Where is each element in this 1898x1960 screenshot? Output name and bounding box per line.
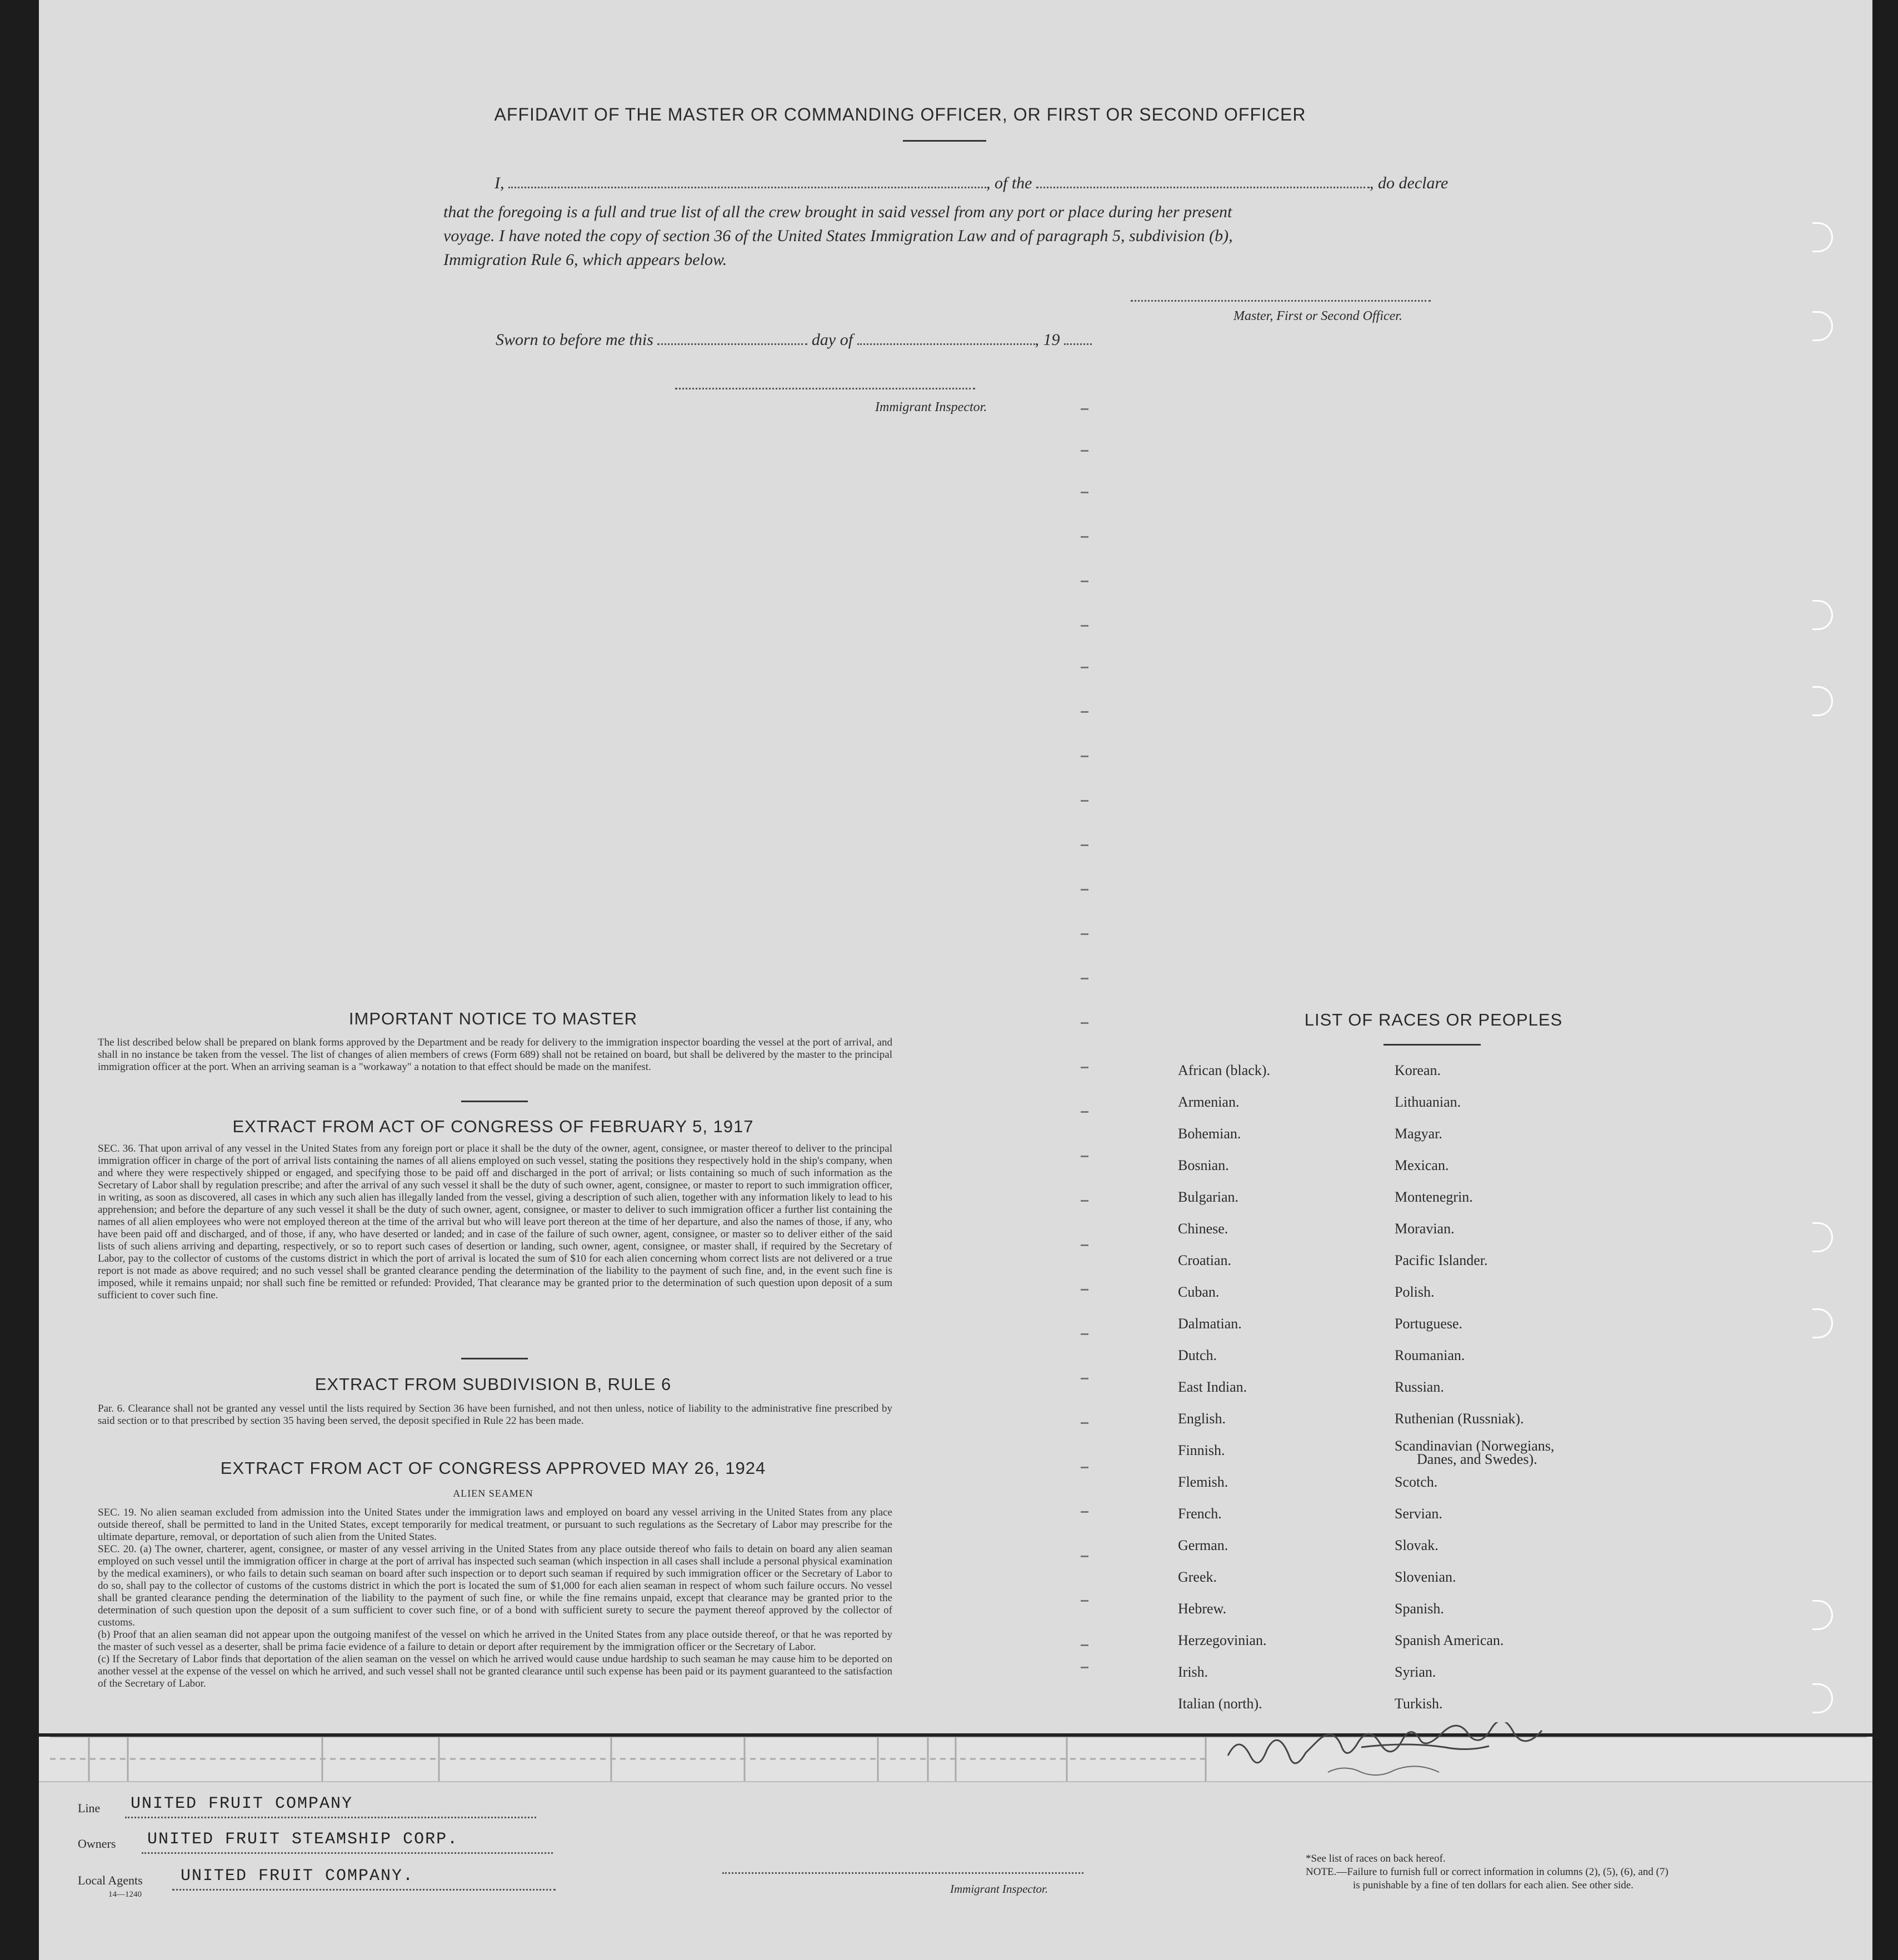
do-declare-label: , do declare <box>1370 174 1449 192</box>
punch-hole <box>1812 1222 1833 1252</box>
title-rule <box>903 140 986 142</box>
owners-value[interactable]: UNITED FRUIT STEAMSHIP CORP. <box>147 1830 459 1849</box>
agents-value[interactable]: UNITED FRUIT COMPANY. <box>181 1867 414 1886</box>
handwritten-signature <box>1217 1722 1684 1783</box>
officer-name-field[interactable] <box>508 174 986 188</box>
master-signature-line[interactable] <box>1131 300 1431 302</box>
punch-hole <box>1812 1683 1833 1713</box>
race-item: Korean. <box>1395 1062 1441 1078</box>
section-rule <box>461 1358 528 1359</box>
race-item: Dutch. <box>1178 1347 1217 1363</box>
tick-mark <box>1081 450 1088 452</box>
extract-rule6-text: Par. 6. Clearance shall not be granted any vessel until the lists required by Section 36 have been furnished, and not then unless, notice of liability to the administrative fine prescribed by said section or to that prescribed by section 35 having been served, the deposit specified in Rule 22 has been made. <box>98 1403 892 1427</box>
tick-mark <box>1081 1244 1088 1246</box>
punch-hole <box>1812 1308 1833 1338</box>
declaration-line <box>495 174 1517 193</box>
tick-mark <box>1081 1156 1088 1157</box>
inspector-signature-line[interactable] <box>675 388 975 389</box>
race-item: Polish. <box>1395 1284 1435 1300</box>
line-field-row <box>78 1794 353 1816</box>
race-item: Spanish. <box>1395 1601 1444 1617</box>
extract-1917-title: EXTRACT FROM ACT OF CONGRESS OF FEBRUARY 5, 1917 <box>232 1117 754 1136</box>
owners-underline <box>142 1852 553 1854</box>
extract-1924-paragraph: (b) Proof that an alien seaman did not appear upon the outgoing manifest of the vessel on which he arrived in the United States from any place outside thereof, or that he was reported by the master of such vessel as a deserter, shall be prima facie evidence of a failure to detain or deport after requirement by the immigration officer or the Secretary of Labor. <box>98 1629 892 1653</box>
affidavit-title: AFFIDAVIT OF THE MASTER OR COMMANDING OFFICER, OR FIRST OR SECOND OFFICER <box>494 104 1306 124</box>
tick-mark <box>1081 1467 1088 1468</box>
race-item: Magyar. <box>1395 1126 1442 1142</box>
race-item: French. <box>1178 1506 1222 1522</box>
line-label: Line <box>78 1801 101 1815</box>
tick-mark <box>1081 1667 1088 1668</box>
tick-mark <box>1081 1333 1088 1335</box>
races-title: LIST OF RACES OR PEOPLES <box>1304 1010 1563 1029</box>
race-item: Croatian. <box>1178 1252 1232 1268</box>
race-item: Irish. <box>1178 1664 1208 1680</box>
race-item: Moravian. <box>1395 1221 1455 1237</box>
punch-hole <box>1812 600 1833 630</box>
extract-1924-body <box>98 1507 892 1732</box>
of-the-label: , of the <box>986 174 1032 192</box>
notice-title: IMPORTANT NOTICE TO MASTER <box>348 1009 638 1028</box>
line-underline <box>125 1817 536 1818</box>
sworn-year-field[interactable] <box>1064 331 1092 345</box>
tick-mark <box>1081 1289 1088 1291</box>
race-item: Russian. <box>1395 1379 1444 1395</box>
tick-mark <box>1081 1600 1088 1602</box>
race-item: Pacific Islander. <box>1395 1252 1488 1268</box>
race-item: Lithuanian. <box>1395 1094 1461 1110</box>
extract-1924-paragraph: (c) If the Secretary of Labor finds that deportation of the alien seaman on the vessel on which he arrived would cause undue hardship to such seaman he may cause him to be deported on another vessel at the expense of the vessel on which he arrived, and such vessel shall not be granted clearance until such expense has been paid or its payment guaranteed to the satisfaction of the Secretary of Labor. <box>98 1653 892 1689</box>
tick-mark <box>1081 1511 1088 1513</box>
extract-1924-paragraph: SEC. 20. (a) The owner, charterer, agent, consignee, or master of any vessel arriving in the United States from any place outside thereof who fails to detain on board any alien seaman employed on such vessel until the immigration officer in charge at the port of arrival has inspected such seaman (which inspection in all cases shall include a personal physical examination by the medical examiners), or who fails to detain such seaman on board after such inspection or to deport such seaman if required by such immigration officer or the Secretary of Labor to do so, shall pay to the collector of customs of the customs district in which the port is located the sum of $1,000 for each alien seaman in respect of whom such failure occurs. No vessel shall be granted clearance pending the determination of the liability to the payment of such fine, or while the fine remains unpaid, except that clearance may be granted prior to the determination of such question upon the deposit of a sum sufficient to cover such fine, or of a bond with sufficient surety to secure the payment thereof approved by the collector of customs. <box>98 1543 892 1628</box>
race-item: Finnish. <box>1178 1442 1225 1458</box>
race-item: Bosnian. <box>1178 1157 1229 1173</box>
tick-mark <box>1081 1556 1088 1557</box>
form-number: 14—1240 <box>108 1890 142 1899</box>
section-rule <box>461 1101 528 1102</box>
extract-1924-paragraph: SEC. 19. No alien seaman excluded from admission into the United States under the immigration laws and employed on board any vessel arriving in the United States from any place outside thereof, shall be permitted to land in the United States, except temporarily for medical treatment, or pursuant to such regulations as the Secretary of Labor may prescribe for the ultimate departure, removal, or deportation of such alien from the United States. <box>98 1507 892 1543</box>
tick-mark <box>1081 1200 1088 1202</box>
affidavit-body-line: Immigration Rule 6, which appears below. <box>443 251 727 269</box>
tick-mark <box>1081 933 1088 935</box>
punch-hole <box>1812 686 1833 716</box>
tick-mark <box>1081 1022 1088 1024</box>
agents-label: Local Agents <box>78 1873 143 1887</box>
extract-1917-text: SEC. 36. That upon arrival of any vessel in the United States from any foreign port or place it shall be the duty of the owner, agent, consignee, or master thereof to deliver to the principal immigration officer in charge of the port of arrival lists containing the names of all aliens employed on such vessel, stating the positions they respectively hold in the ship's company, when and where they were respectively shipped or engaged, and specifying those to be paid off and discharged in the port of arrival; or lists containing so much of such information as the Secretary of Labor shall by regulation prescribe; and after the arrival of any such vessel it shall be the duty of such owner, agent, consignee, or master to report to such immigration officer, in writing, as soon as discovered, all cases in which any such alien has illegally landed from the vessel, giving a description of such alien, together with any information likely to lead to his apprehension; and before the departure of any such vessel it shall be the duty of such owner, agent, consignee, or master to deliver to such immigration officer a further list containing the names of all alien employees who were not employed thereon at the time of the arrival but who will leave port thereon at the time of her departure, and also the names of those, if any, who have been paid off and discharged, and of those, if any, who have deserted or landed; and in case of the failure of such owner, agent, consignee, or master so to deliver either of the said lists of such aliens arriving and departing, respectively, or so to report such cases of desertion or landing, such owner, agent, consignee, or master shall, if required by the Secretary of Labor, pay to the collector of customs of the customs district in which the port of arrival is located the sum of $10 for each alien concerning whom correct lists are not delivered or a true report is not made as above required; and no such vessel shall be granted clearance pending the determination of the liability to the payment of such fine, and, in the event such fine is imposed, while it remains unpaid; nor shall such fine be remitted or refunded: Provided, That clearance may be granted prior to the determination of such question upon deposit of a sum sufficient to cover such fine. <box>98 1143 892 1301</box>
race-item: Turkish. <box>1395 1696 1443 1712</box>
footer-note: is punishable by a fine of ten dollars for each alien. See other side. <box>1353 1879 1634 1891</box>
race-item: African (black). <box>1178 1062 1271 1078</box>
footer-inspector-signature-line[interactable] <box>722 1872 1083 1874</box>
owners-field-row <box>78 1830 459 1851</box>
tick-mark <box>1081 1378 1088 1379</box>
inspector-label: Immigrant Inspector. <box>875 400 987 414</box>
footer-inspector-label: Immigrant Inspector. <box>950 1882 1048 1896</box>
race-item: Servian. <box>1395 1506 1442 1522</box>
tick-mark <box>1081 667 1088 668</box>
document-sheet <box>39 0 1872 1960</box>
race-item: Flemish. <box>1178 1474 1228 1490</box>
race-item: Dalmatian. <box>1178 1316 1242 1332</box>
race-item: Roumanian. <box>1395 1347 1465 1363</box>
tick-mark <box>1081 1422 1088 1424</box>
footer-note: *See list of races on back hereof. <box>1306 1853 1446 1864</box>
punch-hole <box>1812 222 1833 252</box>
i-label: I, <box>495 174 505 192</box>
sworn-day-field[interactable] <box>657 331 807 345</box>
affidavit-body-line: voyage. I have noted the copy of section 36 of the United States Immigration Law and of paragraph 5, subdivision (b), <box>443 227 1233 245</box>
punch-hole <box>1812 311 1833 341</box>
tick-mark <box>1081 536 1088 538</box>
race-item: Mexican. <box>1395 1157 1449 1173</box>
race-item: Ruthenian (Russniak). <box>1395 1411 1524 1427</box>
race-item: Cuban. <box>1178 1284 1220 1300</box>
tick-mark <box>1081 711 1088 713</box>
race-item: English. <box>1178 1411 1226 1427</box>
owners-label: Owners <box>78 1837 116 1851</box>
extract-1924-title: EXTRACT FROM ACT OF CONGRESS APPROVED MAY 26, 1924 <box>220 1458 766 1478</box>
tick-mark <box>1081 581 1088 582</box>
sworn-label: Sworn to before me this <box>496 331 653 349</box>
tick-mark <box>1081 408 1088 410</box>
tick-mark <box>1081 1067 1088 1068</box>
day-of-label: day of <box>811 331 853 349</box>
race-item-continuation: Danes, and Swedes). <box>1417 1451 1537 1467</box>
tick-mark <box>1081 492 1088 493</box>
race-item: Italian (north). <box>1178 1696 1262 1712</box>
race-item: Hebrew. <box>1178 1601 1227 1617</box>
race-item: Slovenian. <box>1395 1569 1456 1585</box>
race-item: Spanish American. <box>1395 1632 1504 1648</box>
race-item: Herzegovinian. <box>1178 1632 1267 1648</box>
sworn-line <box>496 331 1092 349</box>
race-item: Montenegrin. <box>1395 1189 1473 1205</box>
race-item: Bulgarian. <box>1178 1189 1239 1205</box>
tick-mark <box>1081 756 1088 757</box>
vessel-name-field[interactable] <box>1036 174 1370 188</box>
race-item: German. <box>1178 1537 1228 1553</box>
affidavit-body-line: that the foregoing is a full and true list of all the crew brought in said vessel from any port or place during her present <box>443 203 1232 221</box>
tick-mark <box>1081 1111 1088 1113</box>
punch-hole <box>1812 1600 1833 1630</box>
footer-note: NOTE.—Failure to furnish full or correct information in columns (2), (5), (6), and (7) <box>1306 1866 1669 1878</box>
footer-notes <box>1306 1852 1669 1892</box>
extract-rule6-title: EXTRACT FROM SUBDIVISION B, RULE 6 <box>314 1374 672 1394</box>
line-value[interactable]: UNITED FRUIT COMPANY <box>131 1794 353 1813</box>
notice-text: The list described below shall be prepared on blank forms approved by the Department and be ready for delivery to the immigration inspector boarding the vessel at the port of arrival, and shall in no instance be taken from the vessel. The list of changes of alien members of crews (Form 689) shall not be retained on board, but shall be delivered by the master to the principal immigration officer at the port. When an arriving seaman is a "workaway" a notation to that effect should be made on the manifest. <box>98 1037 892 1073</box>
tick-mark <box>1081 844 1088 846</box>
race-item: Greek. <box>1178 1569 1217 1585</box>
race-item: Chinese. <box>1178 1221 1228 1237</box>
race-item: Slovak. <box>1395 1537 1439 1553</box>
races-rule <box>1383 1044 1481 1046</box>
master-signature-label: Master, First or Second Officer. <box>1233 309 1402 323</box>
tick-mark <box>1081 1644 1088 1646</box>
tick-mark <box>1081 800 1088 802</box>
agents-underline <box>172 1889 556 1891</box>
year-label: , 19 <box>1035 331 1060 349</box>
tick-mark <box>1081 978 1088 979</box>
agents-field-row <box>78 1867 414 1888</box>
tick-mark <box>1081 889 1088 891</box>
extract-1924-subtitle: ALIEN SEAMEN <box>453 1488 533 1499</box>
race-item: Portuguese. <box>1395 1316 1463 1332</box>
race-item: Syrian. <box>1395 1664 1436 1680</box>
race-item: Bohemian. <box>1178 1126 1241 1142</box>
race-item: Armenian. <box>1178 1094 1240 1110</box>
race-item: Scotch. <box>1395 1474 1438 1490</box>
race-item: East Indian. <box>1178 1379 1247 1395</box>
tick-mark <box>1081 625 1088 627</box>
race-item: Scandinavian (Norwegians, <box>1395 1438 1555 1454</box>
sworn-month-field[interactable] <box>857 331 1035 345</box>
affidavit-body <box>443 200 1521 272</box>
